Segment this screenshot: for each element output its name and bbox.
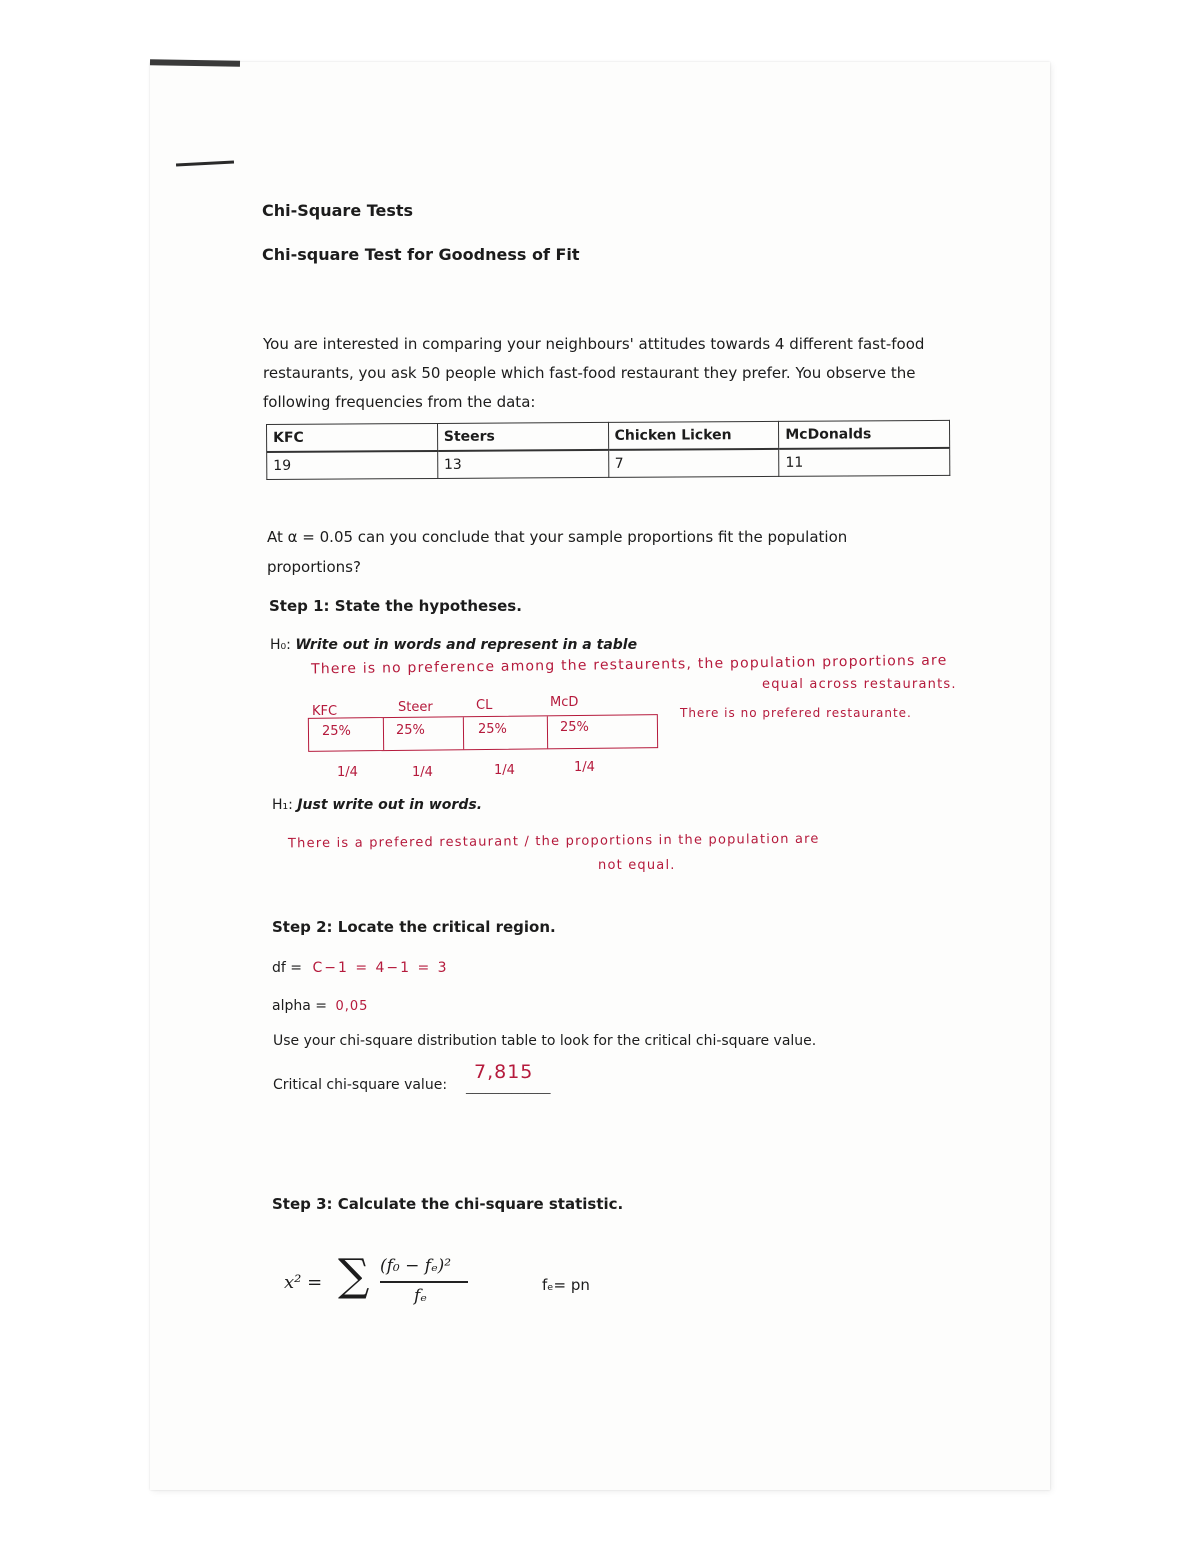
hw-header-kfc: KFC	[312, 704, 338, 719]
alpha-handwritten-value: 0,05	[335, 999, 369, 1014]
alpha-row	[272, 998, 368, 1014]
step3-heading: Step 3: Calculate the chi-square statistic.	[272, 1195, 624, 1213]
formula-denominator: fₑ	[414, 1286, 427, 1306]
hw-header-steer: Steer	[398, 700, 433, 715]
formula-lhs: x² =	[284, 1272, 323, 1293]
h1-handwritten-line2: not equal.	[598, 858, 676, 873]
instruction-text: Use your chi-square distribution table to look for the critical chi-square value.	[273, 1033, 817, 1049]
formula-numerator: (f₀ − fₑ)²	[380, 1256, 452, 1276]
h0-handwritten-line2: equal across restaurants.	[762, 677, 957, 692]
frequency-table	[266, 420, 950, 480]
table-header-cell: Chicken Licken	[608, 421, 779, 450]
critical-value-label: Critical chi-square value:	[273, 1077, 448, 1093]
h0-label: H₀:	[270, 637, 291, 653]
table-header-cell: KFC	[267, 423, 438, 452]
formula-fraction-bar	[380, 1281, 468, 1283]
h0-prompt	[270, 637, 637, 653]
table-cell: 7	[608, 449, 779, 478]
table-header-cell: Steers	[437, 422, 608, 451]
document-title: Chi-Square Tests	[262, 201, 414, 220]
alpha-label: alpha =	[272, 998, 327, 1014]
step1-heading: Step 1: State the hypotheses.	[269, 597, 522, 615]
hw-table-cell: 25%	[478, 722, 507, 737]
intro-paragraph: You are interested in comparing your neighbours' attitudes towards 4 different fast-food restaurants, you ask 50 people which fast-food restaurant they prefer. You observe the following frequencies from the data:	[263, 335, 925, 411]
h1-label: H₁:	[272, 797, 293, 813]
table-row	[267, 448, 950, 480]
df-label: df =	[272, 960, 302, 976]
document-subtitle: Chi-square Test for Goodness of Fit	[262, 245, 580, 264]
h0-handwritten-line1: There is no preference among the restaurents, the population proportions are	[310, 652, 948, 678]
table-cell: 13	[437, 450, 608, 479]
hw-header-mcd: McD	[550, 695, 579, 710]
hw-fraction: 1/4	[412, 765, 433, 780]
step2-heading: Step 2: Locate the critical region.	[272, 918, 556, 936]
critical-value-blank: _____________	[466, 1080, 551, 1095]
expected-frequency-formula: fₑ= pn	[542, 1276, 590, 1294]
hw-fraction: 1/4	[574, 760, 595, 775]
question-text: At α = 0.05 can you conclude that your sample proportions fit the population proportions?	[267, 528, 848, 576]
hw-fraction: 1/4	[337, 765, 358, 780]
critical-value-handwritten: 7,815	[474, 1061, 534, 1083]
h1-prompt	[272, 797, 482, 813]
h1-handwritten-line1: There is a prefered restaurant / the proportions in the population are	[287, 831, 820, 852]
hw-header-cl: CL	[476, 698, 493, 713]
table-header-row	[267, 420, 950, 452]
hw-table-cell: 25%	[560, 720, 589, 735]
h1-instruction: Just write out in words.	[297, 797, 483, 813]
table-header-cell: McDonalds	[779, 420, 950, 449]
table-cell: 19	[267, 451, 438, 480]
table-cell: 11	[779, 448, 950, 477]
df-handwritten-value: C−1 = 4−1 = 3	[312, 960, 449, 976]
hw-table-cell: 25%	[322, 724, 351, 739]
chi-square-formula	[284, 1250, 484, 1320]
formula-sigma: ∑	[338, 1250, 370, 1301]
h0-instruction: Write out in words and represent in a table	[295, 637, 638, 653]
h0-handwritten-side-note: There is no prefered restaurante.	[680, 706, 912, 720]
hw-table-cell: 25%	[396, 723, 425, 738]
hw-fraction: 1/4	[494, 763, 515, 778]
df-row	[272, 960, 449, 976]
